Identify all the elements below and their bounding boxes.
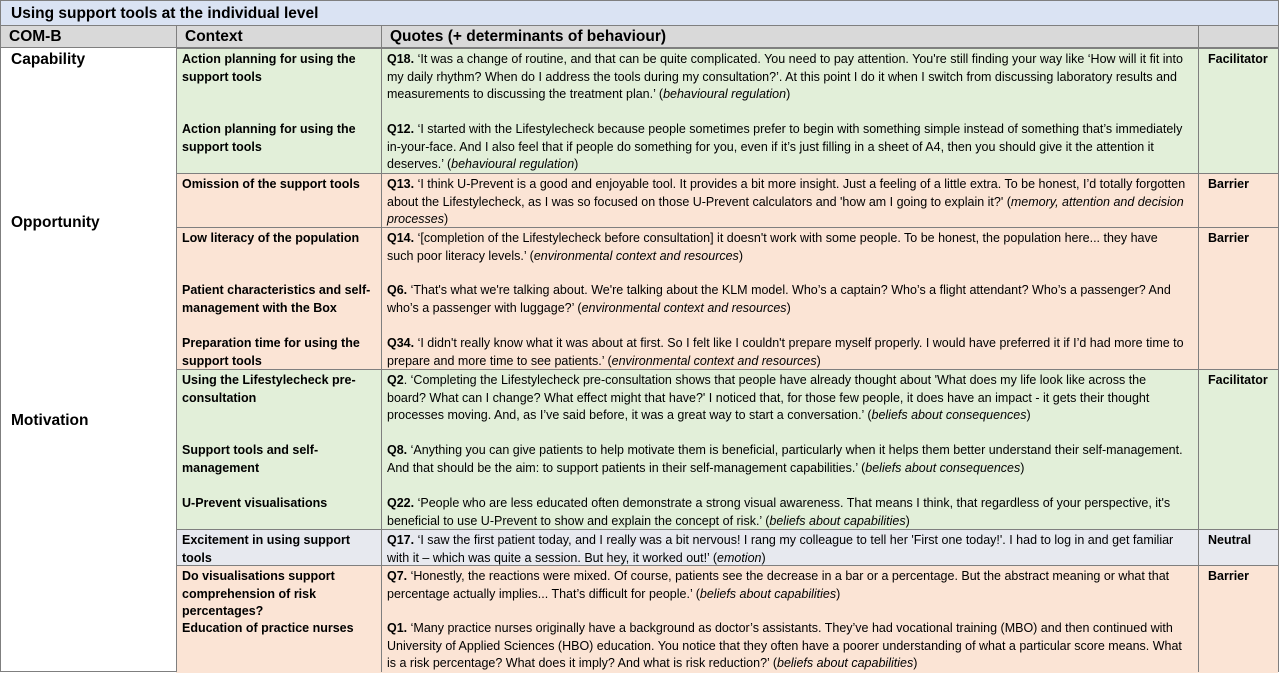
quote-id: Q7. <box>387 569 408 583</box>
quote-id: Q8. <box>387 443 408 457</box>
quote-close: ) <box>905 513 910 528</box>
quote-text: ‘People who are less educated often demonstrate a strong visual awareness. That means I think, that regardless of your perspective, it's beneficial to use U-Prevent to show and explain the concept of risk.’ ( <box>387 496 1171 528</box>
quote-cell <box>387 335 1187 370</box>
determinant: environmental context and resources <box>533 248 739 263</box>
quote-text: ‘I saw the first patient today, and I really was a bit nervous! I rang my colleague to tell her 'First one today!'. I had to log in and get familiar with it – which was quite a session. But hey, it worked out!’ ( <box>387 533 1174 565</box>
quote-id: Q34. <box>387 336 415 350</box>
quote-cell <box>387 51 1187 104</box>
context-cell: Preparation time for using the support tools <box>182 336 360 368</box>
header-comb: COM-B <box>1 26 177 48</box>
header-quotes: Quotes (+ determinants of behaviour) <box>382 26 1199 48</box>
result-cell: Neutral <box>1208 533 1252 547</box>
quote-cell <box>387 372 1187 425</box>
quote-close: ) <box>1026 408 1031 422</box>
column-divider <box>381 26 382 672</box>
context-cell: Education of practice nurses <box>182 621 354 635</box>
quote-cell <box>387 121 1187 174</box>
quote-text: ‘Many practice nurses originally have a background as doctor’s assistants. They’ve had vocational training (MBO) and then continued with University of Applied Sciences (HBO) education. You notice that they often have a poorer understanding of what a particular score means. What is a risk percentage? What does it imply? And what is risk reduction?’ ( <box>387 621 1182 670</box>
table-row <box>176 529 1278 565</box>
quote-text: ‘It was a change of routine, and that can be quite complicated. You need to pay attention. You're still finding your way like ‘How will it fit into my daily rhythm? When do I address the tools during my consultation?’. At this point I do it when I switch from discussing laboratory results and measurements to discussing the treatment plan.’ ( <box>387 52 1183 101</box>
quote-close: ) <box>761 550 766 565</box>
context-cell: Do visualisations support comprehension of risk percentages? <box>182 569 335 618</box>
context-cell: Low literacy of the population <box>182 231 360 245</box>
determinant: environmental context and resources <box>611 353 817 368</box>
quote-text: ‘I think U-Prevent is a good and enjoyable tool. It provides a bit more insight. Just a feeling of a little extra. To be honest, I’d totally forgotten about the Lifestylecheck, as I was so focused on those U-Prevent calculators and 'how am I going to explain it?' ( <box>387 177 1186 209</box>
determinant: beliefs about consequences <box>871 408 1027 422</box>
quote-id: Q13. <box>387 177 415 191</box>
quote-close: ) <box>574 157 579 171</box>
result-cell: Barrier <box>1208 231 1249 245</box>
quote-id: Q2 <box>387 373 404 387</box>
quote-text: ‘I didn't really know what it was about at first. So I felt like I couldn't prepare myself properly. I would have preferred it if I’d had more time to prepare and more time to see patients.’ ( <box>387 336 1184 368</box>
context-cell: Using the Lifestylecheck pre-consultation <box>182 373 356 405</box>
quote-close: ) <box>786 87 791 101</box>
quote-text: ‘I started with the Lifestylecheck because people sometimes prefer to begin with something simple instead of something that’s immediately in-your-face. And I also feel that if people do something for you, even if it’s just filling in a sheet of A4, then you should give it the attention it deserves.’ ( <box>387 122 1183 171</box>
quote-id: Q14. <box>387 231 415 245</box>
quote-close: ) <box>836 586 841 601</box>
context-cell: Action planning for using the support tools <box>182 52 356 84</box>
table-row <box>176 369 1278 529</box>
determinant: emotion <box>717 550 762 565</box>
result-cell: Barrier <box>1208 177 1249 191</box>
quote-text: ‘Anything you can give patients to help motivate them is beneficial, particularly when it helps them better understand their self-management. And that should be the aim: to support patients in their self-management capabilities.’ ( <box>387 443 1183 475</box>
result-cell: Barrier <box>1208 569 1249 583</box>
comb-capability: Capability <box>11 51 86 68</box>
quote-id: Q22. <box>387 496 415 510</box>
determinant: beliefs about consequences <box>865 460 1021 475</box>
quote-id: Q12. <box>387 122 415 136</box>
determinant: environmental context and resources <box>581 300 787 315</box>
quote-close: ) <box>913 656 918 670</box>
context-cell: Excitement in using support tools <box>182 533 351 565</box>
header-result <box>1199 26 1278 48</box>
determinant: beliefs about capabilities <box>777 656 914 670</box>
comb-opportunity: Opportunity <box>11 214 100 231</box>
comb-motivation: Motivation <box>11 412 89 429</box>
quote-id: Q6. <box>387 283 408 297</box>
determinant: memory, attention and decision processes <box>387 194 1184 226</box>
column-divider <box>1198 26 1199 672</box>
determinant: beliefs about capabilities <box>769 513 906 528</box>
result-cell: Facilitator <box>1208 52 1268 66</box>
quote-text: ‘That's what we're talking about. We're talking about the KLM model. Who’s a captain? Who’s a flight attendant? Who’s a passenger? And who’s a passenger with luggage?’ ( <box>387 283 1171 315</box>
quote-close: ) <box>786 300 791 315</box>
quote-cell <box>387 230 1187 265</box>
table-row <box>176 173 1278 227</box>
quote-cell <box>387 442 1187 477</box>
determinant: behavioural regulation <box>663 87 787 101</box>
quote-id: Q1. <box>387 621 408 635</box>
quote-cell <box>387 495 1187 530</box>
quote-cell <box>387 620 1187 673</box>
determinant: beliefs about capabilities <box>699 586 837 601</box>
table-row <box>176 48 1278 173</box>
quote-text: . ‘Completing the Lifestylecheck pre-consultation shows that people have already thought about 'What does my life look like across the board? What can I change? What effect might that have?' I noticed that, for those few people, it does have an impact - it gets their thought processes moving. And, as I’ve said before, it was a great way to start a conversation.’ ( <box>387 373 1150 422</box>
quote-cell <box>387 532 1187 567</box>
quote-text: ‘Honestly, the reactions were mixed. Of course, patients see the decrease in a bar or a percentage. But the abstract meaning or what that percentage actually implies... That’s difficult for people.’ ( <box>387 569 1170 601</box>
context-cell: Patient characteristics and self-management with the Box <box>182 283 371 315</box>
determinant: behavioural regulation <box>451 157 575 171</box>
table-row <box>176 565 1278 673</box>
quote-close: ) <box>443 212 449 226</box>
context-cell: Omission of the support tools <box>182 177 360 191</box>
context-cell: Support tools and self-management <box>182 443 319 475</box>
column-divider <box>176 26 177 672</box>
quote-text: ‘[completion of the Lifestylecheck before consultation] it doesn't work with some people. To be honest, the population here... they have such poor literacy levels.’ ( <box>387 231 1158 263</box>
quote-cell <box>387 282 1187 317</box>
result-cell: Facilitator <box>1208 373 1268 387</box>
quote-cell <box>387 568 1187 603</box>
table-title: Using support tools at the individual level <box>1 1 1278 26</box>
table-row <box>176 227 1278 369</box>
quote-close: ) <box>1020 460 1025 475</box>
quote-id: Q17. <box>387 533 415 547</box>
quote-close: ) <box>816 353 821 368</box>
quote-id: Q18. <box>387 52 415 66</box>
quote-cell <box>387 176 1187 229</box>
context-cell: Action planning for using the support tools <box>182 122 356 154</box>
header-context: Context <box>177 26 382 48</box>
quote-close: ) <box>738 248 743 263</box>
context-cell: U-Prevent visualisations <box>182 496 328 510</box>
